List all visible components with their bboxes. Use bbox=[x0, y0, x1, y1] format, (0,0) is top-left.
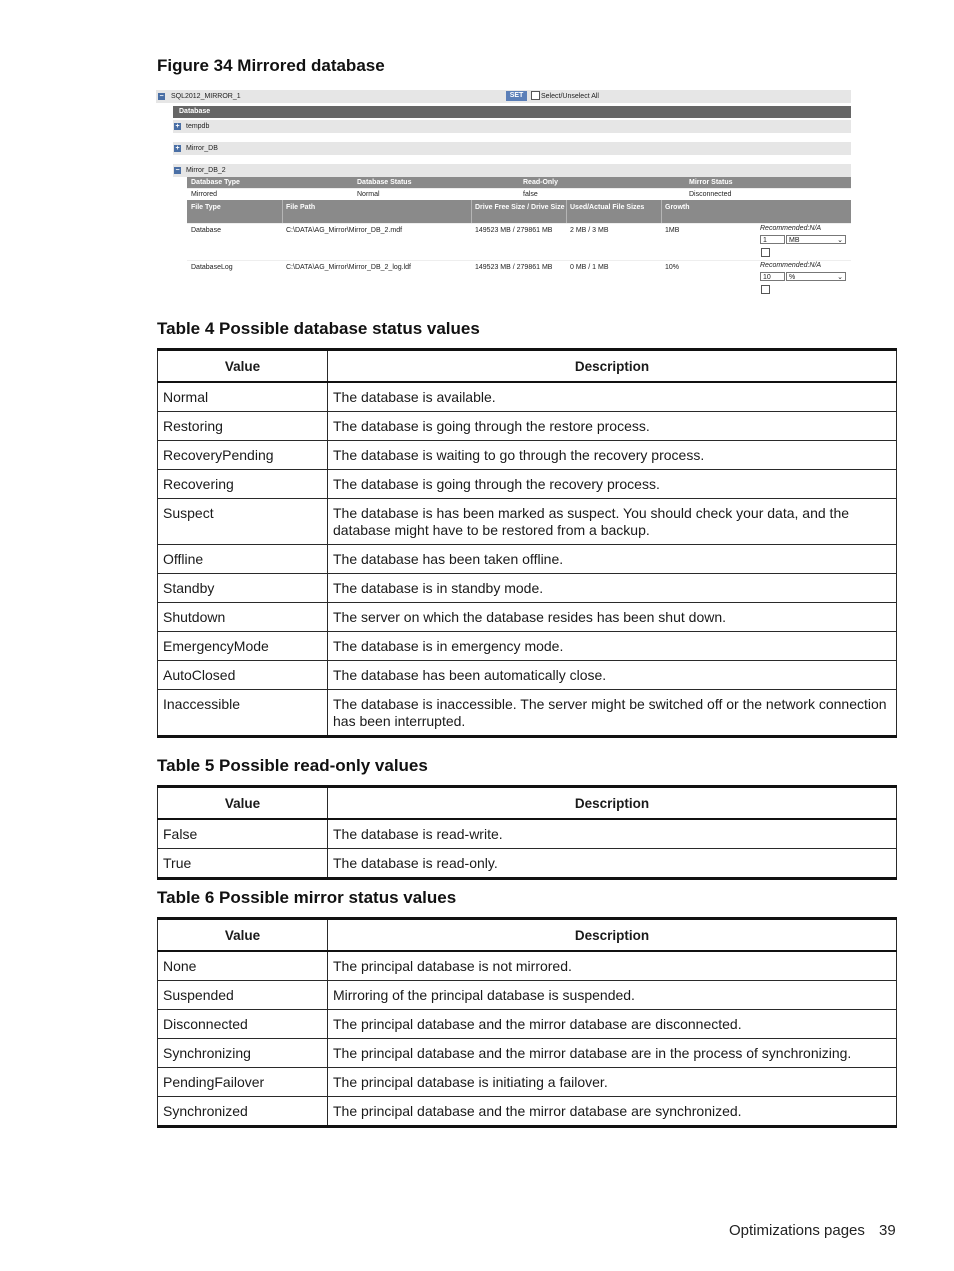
footer-section: Optimizations pages bbox=[729, 1222, 865, 1239]
select-all-label: Select/Unselect All bbox=[541, 93, 599, 100]
table-row bbox=[158, 1097, 897, 1127]
description-cell: The principal database is not mirrored. bbox=[328, 951, 897, 981]
chevron-down-icon: ⌄ bbox=[837, 274, 843, 281]
value-cell: Suspended bbox=[158, 981, 328, 1010]
file-row-database bbox=[187, 224, 851, 260]
file-header: File Path bbox=[286, 204, 316, 211]
table-row bbox=[158, 1039, 897, 1068]
expand-icon[interactable]: + bbox=[175, 145, 180, 152]
value-cell: None bbox=[158, 951, 328, 981]
table4-caption: Table 4 Possible database status values bbox=[157, 319, 480, 338]
table-row bbox=[158, 603, 897, 632]
collapse-icon[interactable]: − bbox=[175, 167, 180, 174]
value-cell: Suspect bbox=[158, 499, 328, 545]
table-row bbox=[158, 412, 897, 441]
growth-unit-value: % bbox=[789, 274, 796, 281]
file-row-log bbox=[187, 261, 851, 298]
value-cell: Disconnected bbox=[158, 1010, 328, 1039]
info-header: Database Status bbox=[357, 179, 412, 186]
info-value: Normal bbox=[357, 191, 380, 198]
growth-input[interactable]: 1 bbox=[760, 235, 785, 244]
read-only-table bbox=[157, 785, 897, 880]
info-header-row bbox=[187, 177, 851, 188]
growth: 1MB bbox=[665, 227, 680, 234]
description-cell: The database is inaccessible. The server might be switched off or the network connection has been interrupted. bbox=[328, 690, 897, 737]
table6-caption: Table 6 Possible mirror status values bbox=[157, 888, 457, 907]
set-button[interactable]: SET bbox=[506, 91, 527, 101]
table-row bbox=[158, 470, 897, 499]
file-header: File Type bbox=[191, 204, 221, 211]
info-value: Disconnected bbox=[689, 191, 732, 198]
drive-size: 149523 MB / 279861 MB bbox=[475, 227, 553, 234]
column-header: Value bbox=[158, 350, 328, 383]
description-cell: The database is in emergency mode. bbox=[328, 632, 897, 661]
growth: 10% bbox=[665, 264, 680, 271]
db-name-tempdb: tempdb bbox=[186, 123, 210, 130]
info-value: false bbox=[523, 191, 538, 198]
description-cell: The database is available. bbox=[328, 382, 897, 412]
value-cell: Shutdown bbox=[158, 603, 328, 632]
description-cell: The database has been automatically close. bbox=[328, 661, 897, 690]
page-number: 39 bbox=[879, 1222, 896, 1239]
value-cell: RecoveryPending bbox=[158, 441, 328, 470]
expand-icon[interactable]: + bbox=[175, 123, 180, 130]
description-cell: The database is read-only. bbox=[328, 849, 897, 879]
description-cell: The principal database and the mirror database are synchronized. bbox=[328, 1097, 897, 1127]
table-row bbox=[158, 819, 897, 849]
growth-unit-select[interactable] bbox=[786, 272, 846, 281]
table-row bbox=[158, 632, 897, 661]
table-row bbox=[158, 499, 897, 545]
file-size: 0 MB / 1 MB bbox=[570, 264, 609, 271]
select-all-checkbox[interactable] bbox=[531, 91, 540, 100]
description-cell: Mirroring of the principal database is suspended. bbox=[328, 981, 897, 1010]
database-status-table bbox=[157, 348, 897, 738]
info-value: Mirrored bbox=[191, 191, 218, 198]
apply-checkbox[interactable] bbox=[761, 248, 770, 257]
table-row bbox=[158, 1010, 897, 1039]
info-header: Mirror Status bbox=[689, 179, 733, 186]
column-header: Value bbox=[158, 787, 328, 820]
description-cell: The database is read-write. bbox=[328, 819, 897, 849]
file-size: 2 MB / 3 MB bbox=[570, 227, 609, 234]
description-cell: The database is in standby mode. bbox=[328, 574, 897, 603]
info-header: Read-Only bbox=[523, 179, 559, 186]
value-cell: True bbox=[158, 849, 328, 879]
description-cell: The principal database and the mirror database are in the process of synchronizing. bbox=[328, 1039, 897, 1068]
mirrored-database-figure bbox=[156, 87, 851, 298]
table-row bbox=[158, 981, 897, 1010]
apply-checkbox[interactable] bbox=[761, 285, 770, 294]
table-row bbox=[158, 545, 897, 574]
file-header: Used/Actual File Sizes bbox=[570, 204, 645, 211]
db-name-mirror-db-2: Mirror_DB_2 bbox=[186, 167, 226, 174]
growth-unit-select[interactable] bbox=[786, 235, 846, 244]
value-cell: False bbox=[158, 819, 328, 849]
column-header: Description bbox=[328, 787, 897, 820]
value-cell: Inaccessible bbox=[158, 690, 328, 737]
table-row bbox=[158, 690, 897, 737]
table-row bbox=[158, 382, 897, 412]
value-cell: Offline bbox=[158, 545, 328, 574]
growth-input[interactable]: 10 bbox=[760, 272, 785, 281]
column-header: Description bbox=[328, 350, 897, 383]
table-row bbox=[158, 1068, 897, 1097]
table-row bbox=[158, 441, 897, 470]
file-type: Database bbox=[191, 227, 221, 234]
file-path: C:\DATA\AG_Mirror\Mirror_DB_2.mdf bbox=[286, 227, 403, 234]
description-cell: The principal database and the mirror database are disconnected. bbox=[328, 1010, 897, 1039]
recommended-label: Recommended:N/A bbox=[760, 262, 822, 269]
value-cell: Normal bbox=[158, 382, 328, 412]
value-cell: PendingFailover bbox=[158, 1068, 328, 1097]
info-header: Database Type bbox=[191, 179, 240, 186]
chevron-down-icon: ⌄ bbox=[837, 237, 843, 244]
column-header: Description bbox=[328, 919, 897, 952]
drive-size: 149523 MB / 279861 MB bbox=[475, 264, 553, 271]
description-cell: The database is going through the restore process. bbox=[328, 412, 897, 441]
db-row-mirror-db[interactable] bbox=[173, 142, 851, 155]
table-row bbox=[158, 661, 897, 690]
file-header-row bbox=[187, 200, 851, 223]
value-cell: EmergencyMode bbox=[158, 632, 328, 661]
file-header: Growth bbox=[665, 204, 690, 211]
description-cell: The database has been taken offline. bbox=[328, 545, 897, 574]
recommended-label: Recommended:N/A bbox=[760, 225, 822, 232]
value-cell: Standby bbox=[158, 574, 328, 603]
column-header: Value bbox=[158, 919, 328, 952]
value-cell: Restoring bbox=[158, 412, 328, 441]
file-header: Drive Free Size / Drive Size bbox=[475, 204, 565, 211]
description-cell: The database is has been marked as suspect. You should check your data, and the database might have to be restored from a backup. bbox=[328, 499, 897, 545]
figure-caption: Figure 34 Mirrored database bbox=[157, 56, 385, 75]
value-cell: Recovering bbox=[158, 470, 328, 499]
description-cell: The database is waiting to go through the recovery process. bbox=[328, 441, 897, 470]
server-name: SQL2012_MIRROR_1 bbox=[171, 93, 241, 100]
db-name-mirror-db: Mirror_DB bbox=[186, 145, 218, 152]
file-type: DatabaseLog bbox=[191, 264, 233, 271]
growth-unit-value: MB bbox=[789, 237, 800, 244]
table-row bbox=[158, 574, 897, 603]
server-bar bbox=[156, 90, 851, 103]
database-header: Database bbox=[173, 106, 851, 118]
db-row-tempdb[interactable] bbox=[173, 120, 851, 133]
table-row bbox=[158, 951, 897, 981]
file-path: C:\DATA\AG_Mirror\Mirror_DB_2_log.ldf bbox=[286, 264, 411, 271]
collapse-server-icon[interactable]: − bbox=[159, 93, 164, 100]
description-cell: The server on which the database resides has been shut down. bbox=[328, 603, 897, 632]
value-cell: Synchronizing bbox=[158, 1039, 328, 1068]
table-row bbox=[158, 849, 897, 879]
info-value-row bbox=[187, 189, 851, 200]
value-cell: AutoClosed bbox=[158, 661, 328, 690]
db-row-mirror-db-2[interactable] bbox=[173, 164, 851, 177]
mirror-status-table bbox=[157, 917, 897, 1128]
table5-caption: Table 5 Possible read-only values bbox=[157, 756, 428, 775]
value-cell: Synchronized bbox=[158, 1097, 328, 1127]
description-cell: The database is going through the recovery process. bbox=[328, 470, 897, 499]
description-cell: The principal database is initiating a failover. bbox=[328, 1068, 897, 1097]
